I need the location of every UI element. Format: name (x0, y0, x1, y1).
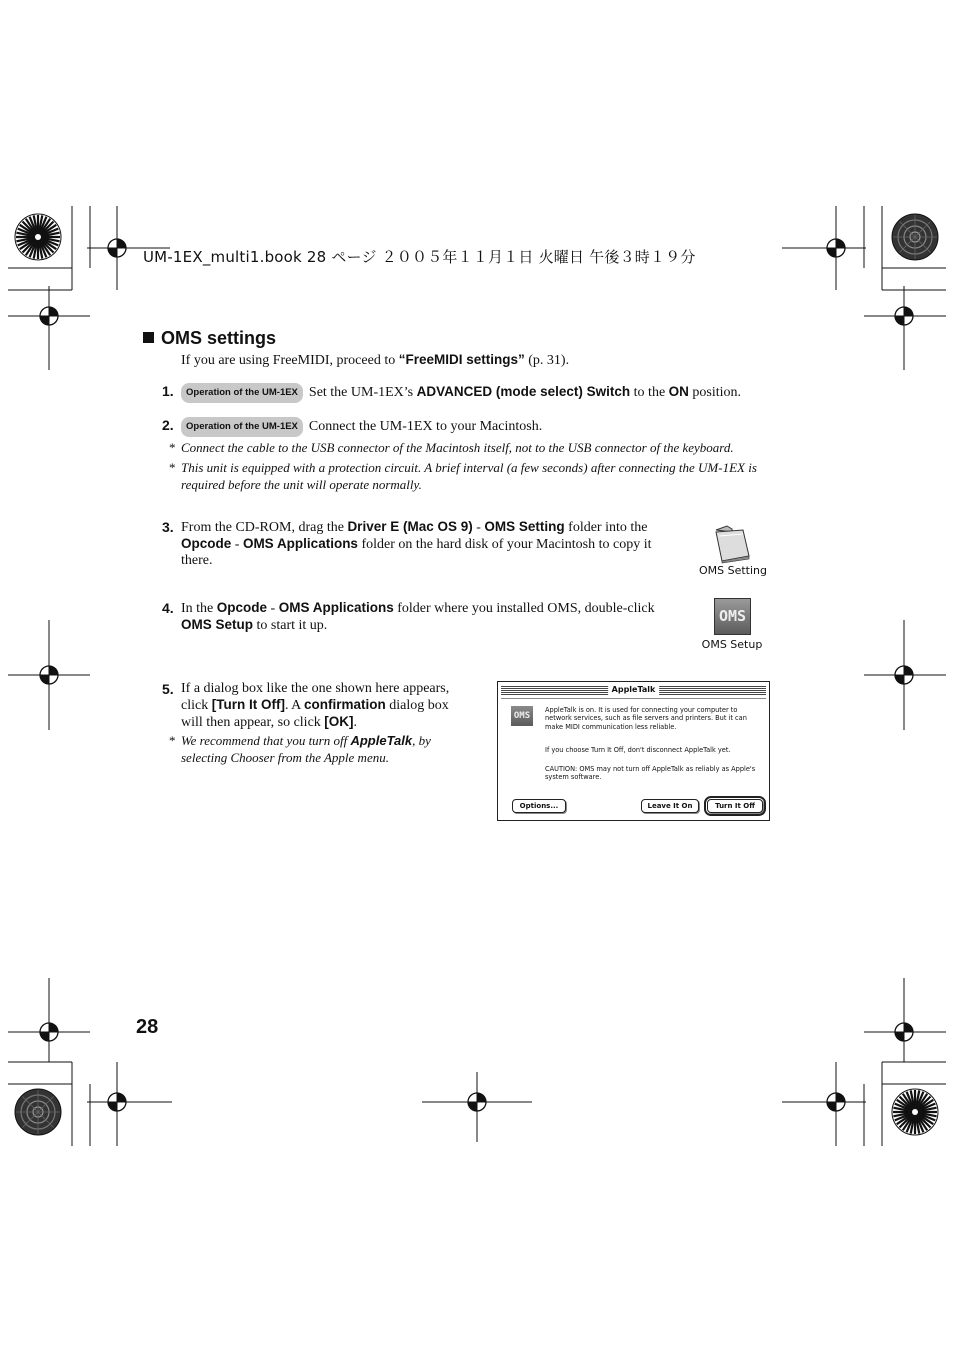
folder-icon (713, 524, 753, 564)
step-5: 5. If a dialog box like the one shown here appears, click [Turn It Off]. A confirmation dialog box will then appear, so click [OK]. (162, 681, 450, 730)
dialog-titlebar (501, 685, 766, 695)
operation-badge: Operation of the UM-1EX (181, 417, 303, 437)
dialog-caution: CAUTION: OMS may not turn off AppleTalk as reliably as Apple's system software. (545, 765, 756, 782)
dialog-title: AppleTalk (608, 684, 660, 695)
page-number: 28 (136, 1016, 159, 1038)
options-button[interactable]: Options... (512, 799, 566, 813)
freemidi-link: “FreeMIDI settings” (398, 352, 525, 367)
step-2: 2. Operation of the UM-1EX Connect the UM-1EX to your Macintosh. (181, 417, 781, 437)
note-usb-connector: * Connect the cable to the USB connector of the Macintosh itself, not to the USB connector of the keyboard. (169, 440, 734, 455)
operation-badge: Operation of the UM-1EX (181, 383, 303, 403)
square-bullet-icon (143, 332, 154, 343)
leave-it-on-button[interactable]: Leave It On (641, 799, 699, 813)
step-3: 3. From the CD-ROM, drag the Driver E (Mac OS 9) - OMS Setting folder into the Opcode - OMS Applications folder on the hard disk of your Macintosh to copy it there. (162, 519, 652, 568)
book-header-line: UM-1EX_multi1.book 28 ページ ２００５年１１月１日 火曜日 午後３時１９分 (143, 248, 696, 266)
dialog-warning: If you choose Turn It Off, don't disconnect AppleTalk yet. (545, 746, 731, 754)
oms-setting-label: OMS Setting (698, 564, 767, 577)
step-number: 5. (162, 681, 174, 697)
step-1: 1. Operation of the UM-1EX Set the UM-1EX’s ADVANCED (mode select) Switch to the ON position. (181, 383, 781, 403)
note-appletalk: * We recommend that you turn off AppleTalk, by selecting Chooser from the Apple menu. (169, 733, 431, 765)
section-title-text: OMS settings (161, 328, 277, 348)
turn-it-off-button[interactable]: Turn It Off (707, 799, 763, 813)
step-4: 4. In the Opcode - OMS Applications folder where you installed OMS, double-click OMS Setup to start it up. (162, 600, 655, 633)
oms-dialog-icon: OMS (511, 706, 533, 726)
step-number: 2. (162, 417, 174, 433)
section-intro: If you are using FreeMIDI, proceed to “FreeMIDI settings” (p. 31). (181, 352, 570, 368)
note-protection-circuit: * This unit is equipped with a protection circuit. A brief interval (a few seconds) after connecting the UM-1EX is required before the unit will operate normally. (169, 460, 757, 492)
step-number: 3. (162, 519, 174, 535)
oms-app-icon: OMS (714, 598, 751, 635)
step-number: 4. (162, 600, 174, 616)
dialog-message: AppleTalk is on. It is used for connecting your computer to network services, such as file servers and printers. But it can make MIDI communication less reliable. (545, 706, 747, 731)
step-number: 1. (162, 383, 174, 399)
section-title (143, 328, 276, 349)
oms-setup-label: OMS Setup (701, 638, 763, 651)
appletalk-dialog (497, 681, 770, 821)
